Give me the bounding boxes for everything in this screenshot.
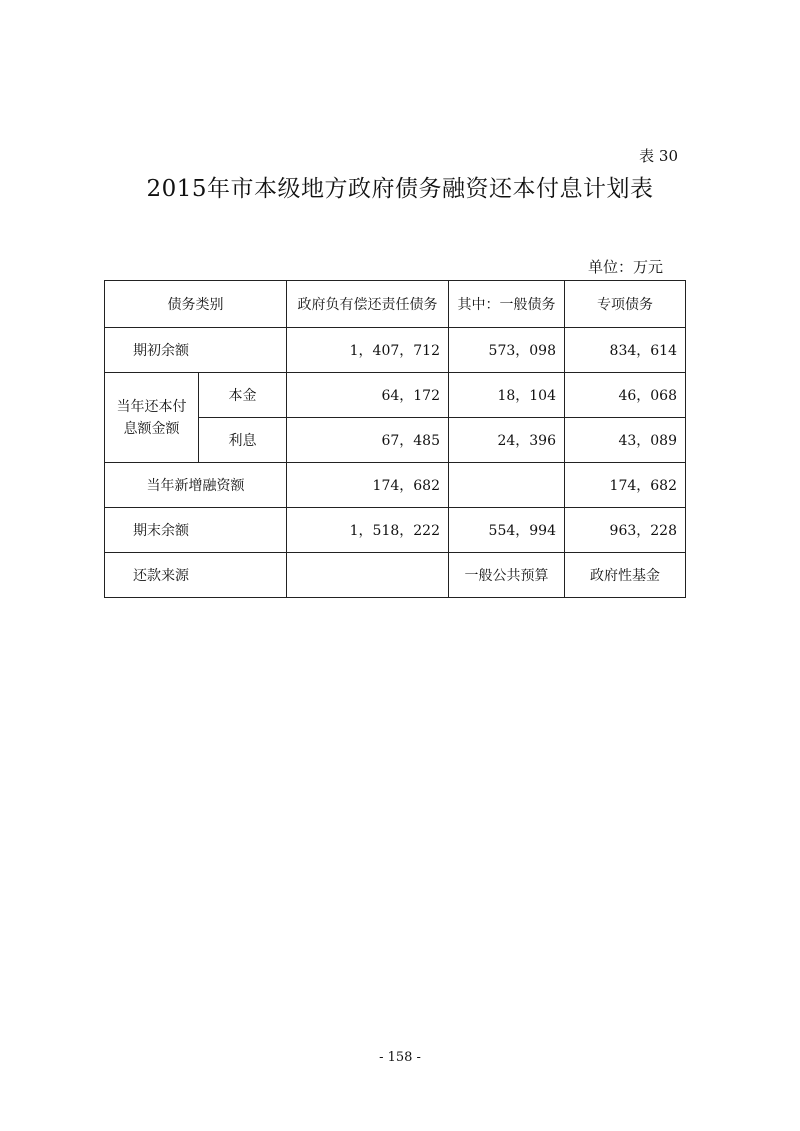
table-header-row — [105, 281, 686, 328]
cell-general-debt: 24，396 — [449, 418, 565, 463]
header-debt-category: 债务类别 — [105, 281, 287, 328]
row-label: 本金 — [199, 373, 287, 418]
page-number: - 158 - — [379, 1050, 421, 1065]
page-title: 2015年市本级地方政府债务融资还本付息计划表 — [146, 176, 654, 202]
unit-label: 单位：万元 — [587, 258, 663, 276]
cell-general-debt: 18，104 — [449, 373, 565, 418]
row-label: 期末余额 — [105, 508, 287, 553]
cell-general-debt: 一般公共预算 — [449, 553, 565, 598]
cell-government-debt: 1，407，712 — [287, 328, 449, 373]
cell-special-debt: 963，228 — [565, 508, 686, 553]
cell-special-debt: 174，682 — [565, 463, 686, 508]
row-label: 期初余额 — [105, 328, 287, 373]
cell-government-debt: 64，172 — [287, 373, 449, 418]
repayment-group-label: 当年还本付息额金额 — [105, 373, 199, 463]
header-government-debt: 政府负有偿还责任债务 — [287, 281, 449, 328]
table-row-new-financing — [105, 463, 686, 508]
cell-special-debt: 43，089 — [565, 418, 686, 463]
table-row-opening-balance — [105, 328, 686, 373]
row-label: 利息 — [199, 418, 287, 463]
row-label: 当年新增融资额 — [105, 463, 287, 508]
cell-government-debt: 1，518，222 — [287, 508, 449, 553]
table-number: 表 30 — [639, 147, 678, 165]
cell-government-debt: 174，682 — [287, 463, 449, 508]
cell-general-debt: 573，098 — [449, 328, 565, 373]
cell-general-debt — [449, 463, 565, 508]
debt-plan-table — [104, 280, 686, 598]
table-row-repayment-source — [105, 553, 686, 598]
cell-special-debt: 政府性基金 — [565, 553, 686, 598]
table-row-principal — [105, 373, 686, 418]
header-special-debt: 专项债务 — [565, 281, 686, 328]
header-general-debt: 其中：一般债务 — [449, 281, 565, 328]
cell-special-debt: 46，068 — [565, 373, 686, 418]
cell-government-debt: 67，485 — [287, 418, 449, 463]
cell-government-debt — [287, 553, 449, 598]
row-label: 还款来源 — [105, 553, 287, 598]
table-row-closing-balance — [105, 508, 686, 553]
cell-general-debt: 554，994 — [449, 508, 565, 553]
cell-special-debt: 834，614 — [565, 328, 686, 373]
